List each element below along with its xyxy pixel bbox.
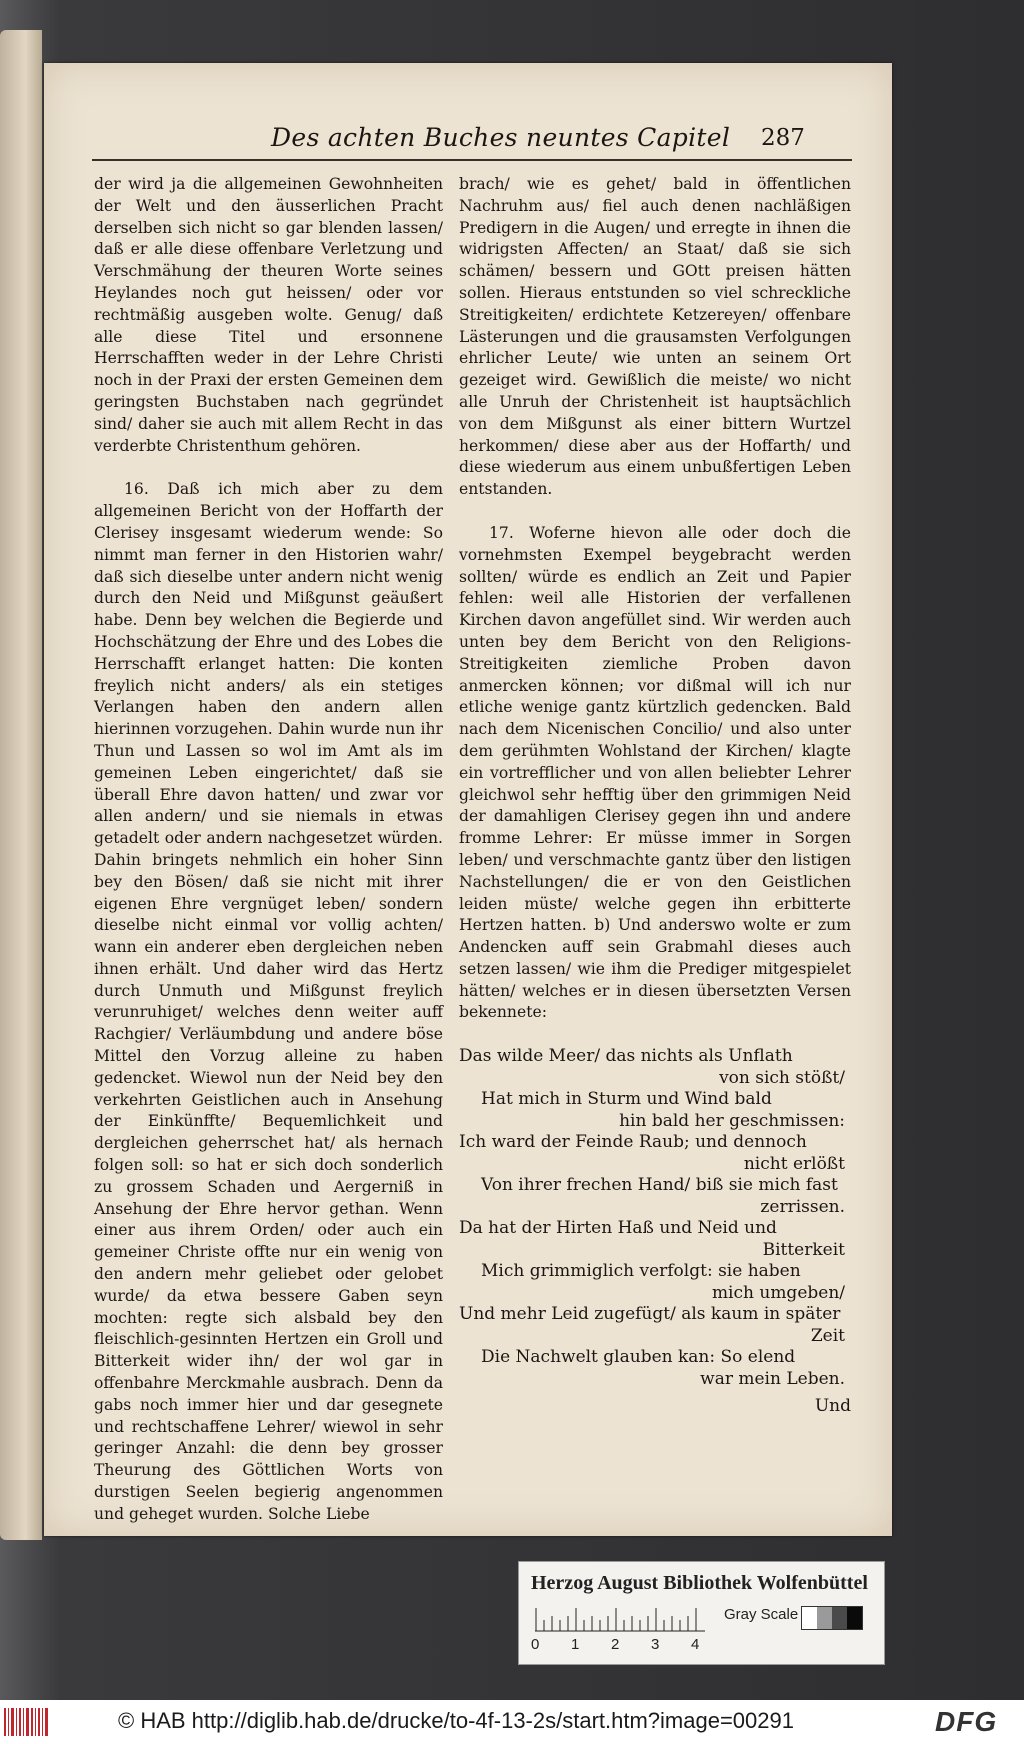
scale-number: 3 bbox=[651, 1636, 660, 1653]
poem-line: Da hat der Hirten Haß und Neid und bbox=[459, 1218, 777, 1239]
scale-number: 1 bbox=[571, 1636, 580, 1653]
poem-line: Von ihrer frechen Hand/ biß sie mich fast bbox=[481, 1175, 838, 1196]
page-number: 287 bbox=[761, 125, 805, 151]
scale-number: 4 bbox=[691, 1636, 700, 1653]
paragraph-continuation-right: brach/ wie es gehet/ bald in öffentlichen Nachruhm aus/ fiel auch denen nachläßigen Predigern in die Augen/ und erregte in ihnen die widrigsten Affecten/ an Staat/ daß sie sich schämen/ bessern und GOtt preisen hätten sollen. Hieraus entstunden so viel schreckliche Streitigkeiten/ erdichtete Ketzereyen/ offenbare Lästerungen und die grausamsten Verfolgungen ehrlicher Leute/ wie unten an seinem Ort gezeiget wird. Gewißlich die meiste/ wo nicht alle Unruh der Christenheit ist hauptsächlich von dem Mißgunst als einer bittern Wurtzel herkommen/ diese aber aus der Hoffarth/ und diese wiederum aus einem unbußfertigen Leben entstanden. bbox=[459, 175, 851, 499]
paragraph-17: 17. Woferne hievon alle oder doch die vornehmsten Exempel beygebracht werden sollten/ würde es endlich an Zeit und Papier fehlen: weil alle Historien der verfallenen Kirchen davon angefüllet sind. Wir werden auch unten bey dem Bericht von den Religions-Streitigkeiten ziemliche Proben davon anmercken können; vor dißmal will ich nur etliche wenige gantz kürtzlich gedencken. Bald nach dem Nicenischen Concilio/ und also unter dem gerühmten Wohlstand der Kirchen/ klagte ein vortrefflicher und von allen beliebter Lehrer gleichwol sehr hefftig über den grimmigen Neid der damahligen Clerisey gegen ihn und andere fromme Lehrer: Er müsse immer in Sorgen leben/ und verschmachte gantz über den listigen Nachstellungen/ die er von den Geistlichen leiden müste/ welche gegen ihn erbitterte Hertzen hatten. b) Und anderswo wolte er zum Andencken auff sein Grabmahl dieses auch setzen lassen/ wie ihm die Prediger mitgespielet hätten/ welches er in diesen übersetzten Versen bekennete: bbox=[459, 523, 851, 1022]
poem-line: von sich stößt/ bbox=[719, 1067, 845, 1088]
scale-number: 0 bbox=[531, 1636, 540, 1653]
poem-line: Das wilde Meer/ das nichts als Unflath bbox=[459, 1046, 793, 1067]
book-page bbox=[44, 63, 892, 1536]
poem-line: Bitterkeit bbox=[762, 1239, 845, 1260]
poem-line: war mein Leben. bbox=[700, 1368, 845, 1389]
library-name: Herzog August Bibliothek Wolfenbüttel bbox=[531, 1572, 868, 1594]
poem-line: mich umgeben/ bbox=[711, 1282, 845, 1303]
catchword: Und bbox=[814, 1396, 851, 1417]
paragraph-16: 16. Daß ich mich aber zu dem allgemeinen Bericht von der Hoffarth der Clerisey insgesamt wiederum wende: So nimmt man ferner in den Historien wahr/ daß sich dieselbe unter andern nicht wenig durch den Neid und Mißgunst geäußert habe. Denn bey welchen die Begierde und Hochschätzung der Ehre und des Lobes die Herrschafft erlanget hatten: Die konten freylich nicht anders/ als ein stetiges Verlangen haben den andern allen hierinnen vorzugehen. Dahin wurde nun ihr Thun und Lassen so wol im Amt als im gemeinen Leben eingerichtet/ daß sie überall Ehre davon hatten/ und zwar vor allen andern/ und sie niemals in etwas getadelt oder andern nachgesetzet würden. Dahin bringets nehmlich ein hoher Sinn bey den Bösen/ daß sie nicht mit ihrer eigenen Ehre vergnüget leben/ sondern dieselbe nicht einmal vor vollig achten/ wann ein anderer eben dergleichen neben ihnen erhält. Und daher wird das Hertz durch Unmuth und Mißgunst freylich verunruhiget/ welches denn weiter auff Rachgier/ Verläumbdung und andere böse Mittel den Vorzug alleine zu haben gedencket. Wiewol nun der Neid bey den verkehrten Geistlichen auch in Ansehung der Einkünffte/ Bequemlichkeit und dergleichen geherrschet hat/ als hernach folgen soll: so hat er sich doch sonderlich zu grossem Schaden und Aergerniß in Ansehung der Ehre hervor gethan. Wenn einer aus ihrem Orden/ oder auch ein gemeiner Christe offte nur ein wenig von den andern mehr geliebet oder gelobet wurde/ da etwa bessere Gaben seyn mochten: regte sich alsbald bey den fleischlich-gesinnten Hertzen ein Groll und Bitterkeit wider ihn/ der wol gar in offenbahre Merckmahle ausbrach. Denn da gabs noch immer hier und dar gesegnete und rechtschaffene Lehrer/ wiewol in sehr geringer Anzahl: die denn bey grosser Theurung des Göttlichen Worts von durstigen Seelen begierig angenommen und geheget wurden. Solche Liebe bbox=[94, 480, 443, 1523]
scale-ruler bbox=[535, 1604, 705, 1632]
running-title: Des achten Buches neuntes Capitel bbox=[271, 123, 731, 152]
poem-line: Hat mich in Sturm und Wind bald bbox=[481, 1089, 772, 1110]
poem bbox=[459, 1046, 851, 1390]
poem-line: hin bald her geschmissen: bbox=[619, 1110, 845, 1131]
paragraph-continuation: der wird ja die allgemeinen Gewohnheiten der Welt und den äusserlichen Pracht derselben sich nicht so gar blenden lassen/ daß er alle diese offenbare Verletzung und Verschmähung der theuren Worte seines Heylandes noch gut heissen/ oder vor rechtmäßig ausgeben wolte. Genug/ daß alle diese Titel und ersonnene Herrschafften weder in der Lehre Christi noch in der Praxi der ersten Gemeinen dem geringsten Buchstaben nach gegründet sind/ daher sie auch mit allem Recht in das verderbte Christenthum gehören. bbox=[94, 175, 443, 455]
poem-line: Mich grimmiglich verfolgt: sie haben bbox=[481, 1261, 801, 1282]
poem-line: Zeit bbox=[810, 1325, 845, 1346]
barcode-icon bbox=[4, 1708, 48, 1736]
dfg-logo: DFG bbox=[935, 1706, 998, 1737]
grayscale-swatches bbox=[801, 1606, 863, 1630]
poem-line: Die Nachwelt glauben kan: So elend bbox=[481, 1347, 796, 1368]
page-header bbox=[44, 123, 892, 163]
poem-line: zerrissen. bbox=[760, 1196, 845, 1217]
poem-line: nicht erlößt bbox=[743, 1153, 845, 1174]
color-target-card bbox=[518, 1561, 885, 1665]
header-rule bbox=[92, 159, 852, 161]
scale-number: 2 bbox=[611, 1636, 620, 1653]
poem-line: Und mehr Leid zugefügt/ als kaum in später bbox=[459, 1304, 841, 1325]
right-column bbox=[459, 174, 851, 1418]
poem-line: Ich ward der Feinde Raub; und dennoch bbox=[459, 1132, 807, 1153]
previous-page-edge bbox=[0, 30, 42, 1540]
footer-bar bbox=[0, 1700, 1024, 1744]
copyright-url[interactable]: © HAB http://diglib.hab.de/drucke/to-4f-13-2s/start.htm?image=00291 bbox=[118, 1708, 794, 1733]
left-column bbox=[94, 174, 443, 1526]
grayscale-label: Gray Scale bbox=[724, 1606, 799, 1623]
